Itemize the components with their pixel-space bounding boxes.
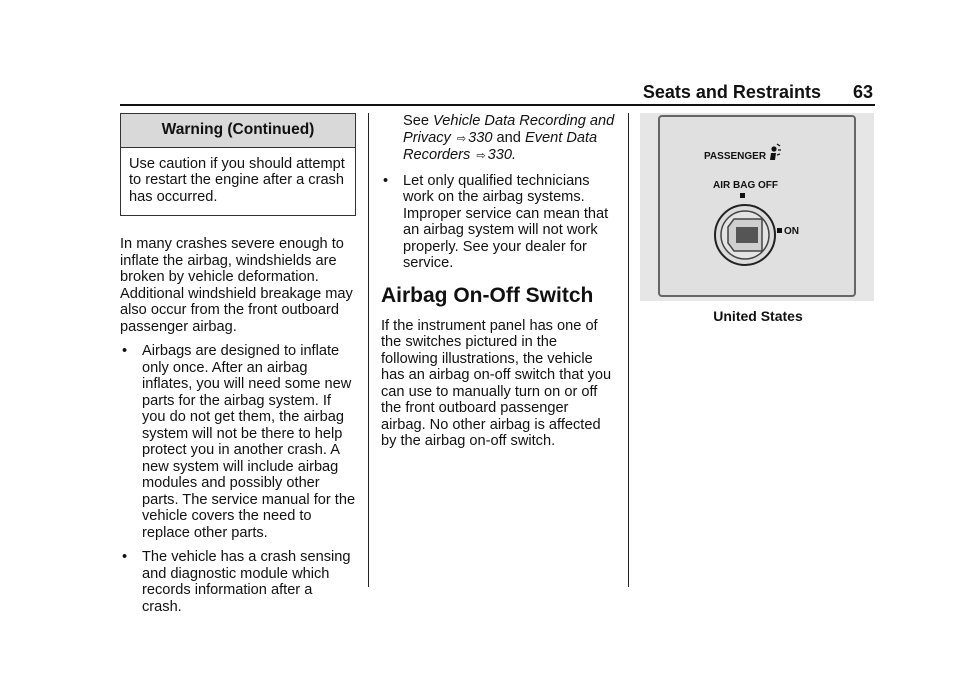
on-indicator (777, 228, 782, 233)
bullet-icon: • (122, 549, 128, 565)
passenger-label: PASSENGER (704, 151, 767, 162)
key-switch[interactable] (715, 205, 775, 265)
reference-link[interactable]: Event Data Recorders (403, 129, 598, 163)
column-divider (628, 113, 629, 587)
section-title: Seats and Restraints (642, 82, 821, 102)
list-item (120, 549, 356, 615)
reference-link[interactable]: Vehicle Data Recording and Privacy (403, 113, 615, 146)
airbag-off-label: AIR BAG OFF (713, 180, 778, 191)
page-number: 63 (852, 82, 873, 102)
column-divider (368, 113, 369, 587)
reference-page[interactable]: 330 (468, 129, 493, 146)
section-heading: Airbag On-Off Switch (381, 283, 594, 307)
airbag-switch-illustration (640, 113, 874, 301)
column-2 (381, 113, 617, 458)
see-text: See (403, 113, 429, 129)
header-rule (120, 104, 875, 106)
page-arrow-icon: ⇨ (456, 132, 467, 145)
bullet-icon: • (122, 343, 128, 359)
warning-box (120, 113, 356, 216)
page-header (120, 82, 873, 104)
list-item-text: The vehicle has a crash sensing and diagnostic module which records information after a crash. (142, 549, 351, 615)
list-item (120, 343, 356, 541)
bullet-icon: • (383, 172, 389, 189)
column-1 (120, 113, 356, 623)
page-arrow-icon: ⇨ (476, 150, 486, 162)
cross-reference (381, 113, 617, 165)
reference-page[interactable]: 330. (487, 147, 517, 163)
list-item (381, 173, 617, 272)
switch-panel-graphic (640, 113, 874, 301)
body-paragraph: If the instrument panel has one of the switches pictured in the following illustrations, the vehicle has an airbag on-off switch that you can use to manually turn on or off the front outboard passenger airbag. No other airbag is affected by the airbag on-off switch. (381, 317, 612, 449)
warning-body: Use caution if you should attempt to restart the engine after a crash has occurred. (129, 155, 345, 205)
figure-caption: United States (713, 308, 803, 324)
list-item-text: Let only qualified technicians work on the airbag systems. Improper service can mean that an airbag system will not work properly. See your dealer for service. (403, 172, 609, 271)
list-item-text: Airbags are designed to inflate only once. After an airbag inflates, you will need some new parts for the airbag system. If you do not get them, the airbag system will not be there to help protect you in another crash. A new system will include airbag modules and possibly other parts. The service manual for the vehicle covers the need to replace other parts. (142, 343, 356, 541)
column-3 (640, 113, 876, 325)
on-label: ON (784, 226, 799, 237)
off-indicator (740, 193, 745, 198)
and-text: and (496, 129, 521, 146)
warning-title: Warning (Continued) (121, 114, 355, 148)
intro-paragraph: In many crashes severe enough to inflate the airbag, windshields are broken by vehicle deformation. Additional windshield breakage may also occur from the front outboard passenger airbag. (120, 236, 353, 335)
